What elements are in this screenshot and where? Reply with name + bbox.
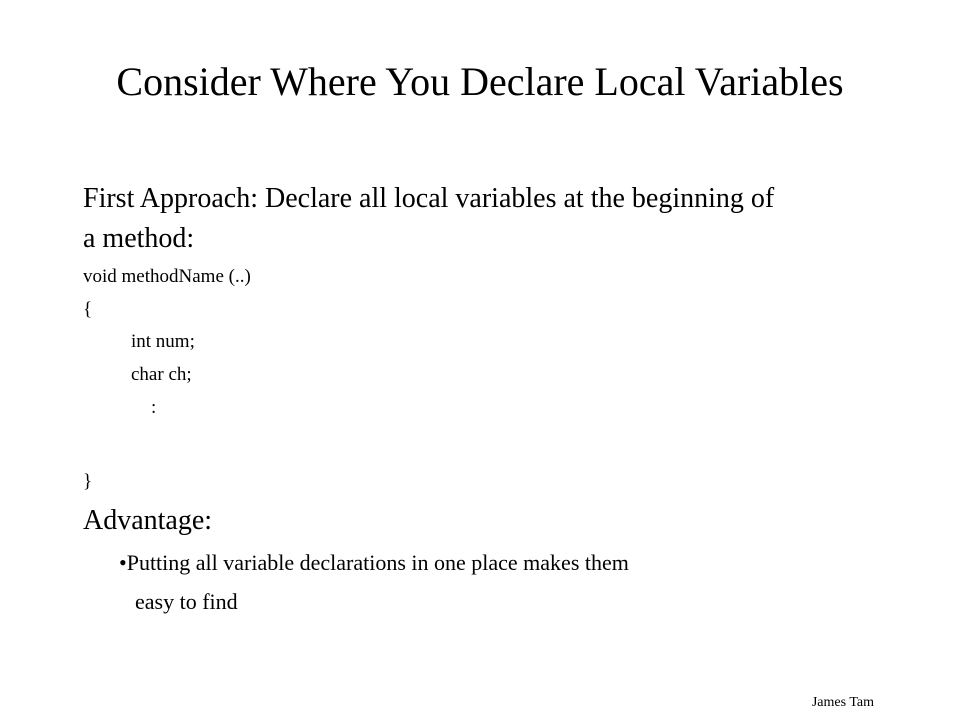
code-signature: void methodName (..) <box>83 266 251 287</box>
advantage-bullet <box>119 549 629 577</box>
code-open-brace: { <box>83 299 93 320</box>
code-ellipsis: : <box>151 397 157 418</box>
intro-line-2: a method: <box>83 223 195 254</box>
code-close-brace: } <box>83 471 93 492</box>
bullet-text-line-2: easy to find <box>135 589 238 614</box>
intro-line-1: First Approach: Declare all local variables at the beginning of <box>83 183 775 214</box>
bullet-marker: • <box>119 550 127 575</box>
intro-text <box>83 179 883 259</box>
slide-title: Consider Where You Declare Local Variables <box>116 59 844 104</box>
advantage-heading: Advantage: <box>83 505 213 536</box>
code-decl-int: int num; <box>131 331 195 352</box>
bullet-text-line-1: Putting all variable declarations in one place makes them <box>126 550 629 575</box>
footer-author: James Tam <box>811 695 874 710</box>
code-decl-char: char ch; <box>131 364 192 385</box>
